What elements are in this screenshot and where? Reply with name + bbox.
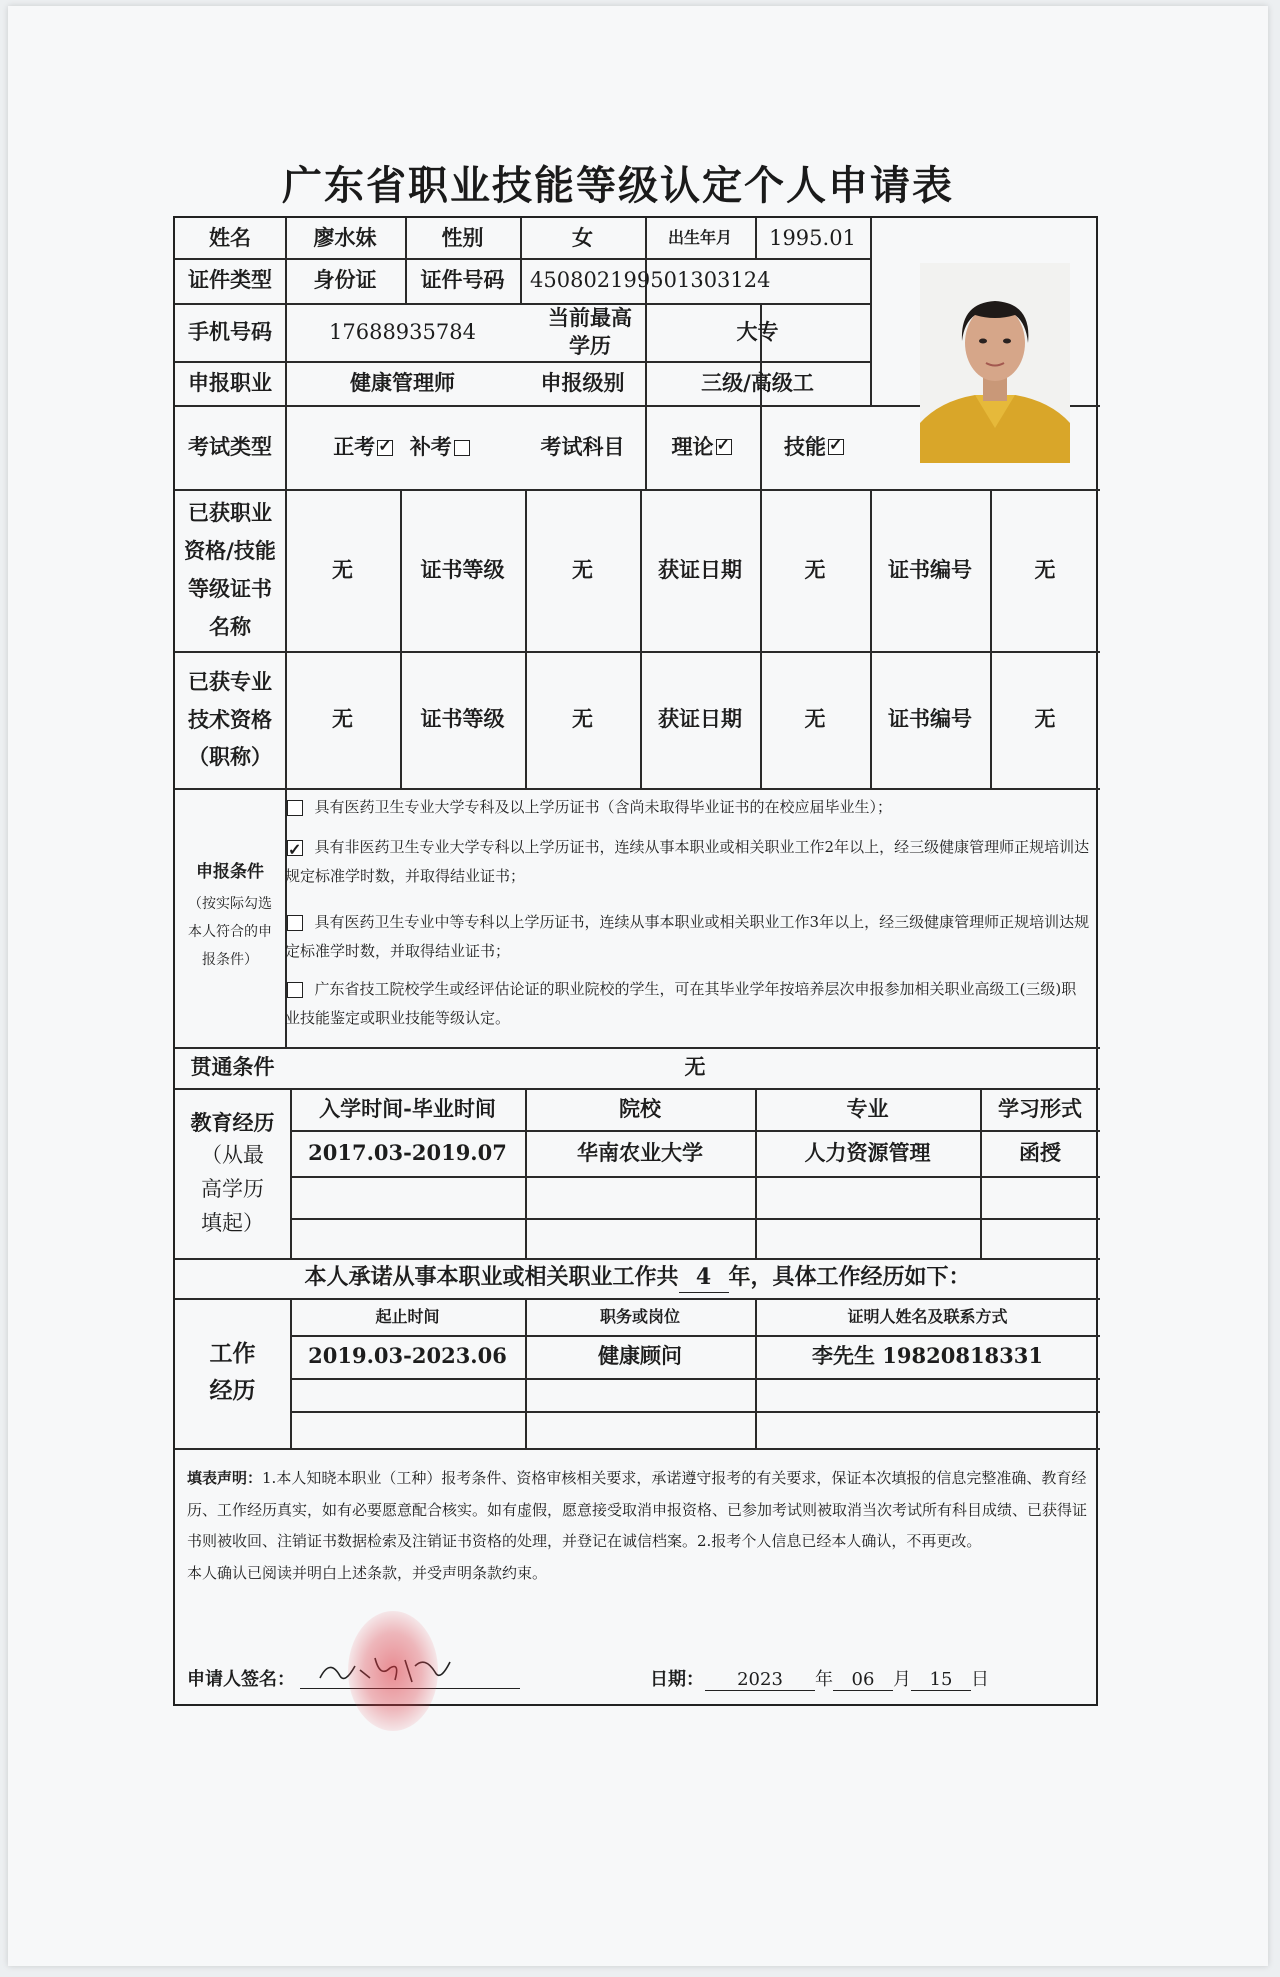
work-promise: 本人承诺从事本职业或相关职业工作共 4 年，具体工作经历如下： [175,1258,1100,1298]
condition-item-4[interactable]: 广东省技工院校学生或经评估论证的职业院校的学生，可在其毕业学年按培养层次申报参加相关职业高级工(三级)职业技能鉴定或职业技能等级认定。 [285,980,1077,1027]
label-id-type: 证件类型 [188,267,272,293]
date-month: 06 [833,1669,893,1691]
label-edu-level: 当前最高学历 [548,304,632,358]
exam-type-makeup[interactable]: 补考 [410,433,472,461]
work-row-1-period: 2019.03-2023.06 [308,1343,507,1369]
declaration-lead: 填表声明： [187,1469,263,1487]
condition-item-2[interactable]: ✓ 具有非医药卫生专业大学专科以上学历证书，连续从事本职业或相关职业工作2年以上，经三级健康管理师正规培训达规定标准学时数，并取得结业证书； [285,833,1090,890]
label-exam-subject: 考试科目 [540,433,625,459]
value-name: 廖水妹 [313,224,377,250]
date-day: 15 [911,1669,971,1691]
label-id-number: 证件号码 [420,267,505,293]
value-id-number: 450802199501303124 [530,268,771,293]
value-cert-qual-no: 无 [1034,556,1056,582]
value-cert-qual-date: 无 [804,556,826,582]
work-years: 4 [679,1263,729,1294]
work-row-1-reference: 李先生 19820818331 [811,1343,1044,1369]
value-occupation: 健康管理师 [350,369,455,395]
label-occupation: 申报职业 [188,369,272,395]
value-id-type: 身份证 [313,267,377,293]
condition-checkbox-1[interactable] [287,800,303,816]
checkbox-theory[interactable] [716,439,732,455]
date-label: 日期： [650,1669,704,1690]
checkbox-skill[interactable] [828,439,844,455]
work-header-position: 职务或岗位 [599,1306,680,1326]
label-cert-qual: 已获职业资格/技能等级证书名称 [184,500,276,639]
edu-row-1-major: 人力资源管理 [804,1139,931,1165]
application-form [173,216,1098,1706]
edu-row-1-mode: 函授 [1019,1139,1061,1165]
date-year: 2023 [705,1669,815,1691]
label-level: 申报级别 [540,369,625,395]
value-gender: 女 [572,224,593,250]
label-education: 教育经历 [190,1109,275,1135]
declaration [187,1463,1087,1589]
label-cert-date-2: 获证日期 [658,706,742,732]
label-cert-date-1: 获证日期 [658,556,742,582]
exam-subject-theory[interactable]: 理论 ✓ [645,405,760,489]
label-cert-prof: 已获专业技术资格（职称） [188,668,272,770]
value-birth: 1995.01 [769,225,856,250]
condition-checkbox-3[interactable] [287,915,303,931]
value-edu-level: 大专 [736,318,779,344]
exam-subject-skill[interactable]: 技能 ✓ [760,405,870,489]
value-level: 三级/高级工 [701,369,814,395]
edu-row-1-school: 华南农业大学 [577,1139,703,1165]
label-cert-no-2: 证书编号 [888,706,972,732]
value-cert-prof-no: 无 [1034,706,1056,732]
exam-type-options [285,405,520,489]
label-cert-grade-2: 证书等级 [420,706,505,732]
label-name: 姓名 [209,224,251,250]
value-cert-prof-grade: 无 [572,706,593,732]
label-education-note: （从最高学历填起） [201,1143,264,1235]
applicant-photo [920,263,1070,463]
label-conditions-note: （按实际勾选本人符合的申报条件） [188,895,272,968]
work-header-reference: 证明人姓名及联系方式 [847,1306,1008,1326]
edu-row-1-time: 2017.03-2019.07 [308,1139,507,1165]
value-cert-prof-date: 无 [804,706,826,732]
condition-item-3[interactable]: 具有医药卫生专业中等专科以上学历证书，连续从事本职业或相关职业工作3年以上，经三级健康管理师正规培训达规定标准学时数，并取得结业证书； [285,913,1090,960]
declaration-confirm: 本人确认已阅读并明白上述条款，并受声明条款约束。 [187,1563,548,1582]
value-through: 无 [684,1054,706,1080]
edu-header-school: 院校 [619,1095,661,1121]
condition-checkbox-2[interactable] [287,840,303,856]
declaration-text: 1.本人知晓本职业（工种）报考条件、资格审核相关要求，承诺遵守报考的有关要求，保证本次填报的信息完整准确、教育经历、工作经历真实，如有必要愿意配合核实。如有虚假，愿意接受取消申报资格、已参加考试则被取消当次考试所有科目成绩、已获得证书则被收回、注销证书数据检索及注销证书资格的处理，并登记在诚信档案。2.报考个人信息已经本人确认，不再更改。 [187,1469,1088,1550]
label-cert-no-1: 证书编号 [888,556,972,582]
label-work: 工作经历 [209,1340,256,1404]
label-birth: 出生年月 [667,228,732,248]
work-header-period: 起止时间 [375,1306,440,1326]
edu-header-mode: 学习形式 [998,1095,1082,1121]
work-row-1-position: 健康顾问 [598,1343,682,1369]
paper-sheet [8,6,1268,1966]
education-label-cell [175,1088,290,1258]
label-cert-grade-1: 证书等级 [420,556,505,582]
value-cert-qual-name: 无 [332,556,353,582]
value-cert-prof-name: 无 [332,706,353,732]
form-title: 广东省职业技能等级认定个人申请表 [282,162,954,209]
value-cert-qual-grade: 无 [572,556,593,582]
condition-item-1[interactable]: 具有医药卫生专业大学专科及以上学历证书（含尚未取得毕业证书的在校应届毕业生）； [285,793,1090,822]
checkbox-makeup[interactable] [454,440,470,456]
conditions-label-cell [175,788,285,1047]
signature-label: 申请人签名： [187,1669,295,1690]
date-field[interactable]: 2023 年 06 月 15 日 [705,1665,989,1691]
edu-header-major: 专业 [846,1095,889,1121]
exam-type-regular[interactable]: 正考✓ [333,433,395,461]
label-through: 贯通条件 [190,1054,275,1080]
checkbox-regular[interactable] [377,440,393,456]
label-exam-type: 考试类型 [188,433,272,459]
edu-header-time: 入学时间-毕业时间 [319,1095,496,1121]
label-conditions: 申报条件 [196,862,264,883]
label-phone: 手机号码 [188,318,272,344]
value-phone: 17688935784 [329,319,476,344]
condition-checkbox-4[interactable] [287,982,303,998]
label-gender: 性别 [441,224,484,250]
fingerprint-stamp [348,1611,438,1731]
